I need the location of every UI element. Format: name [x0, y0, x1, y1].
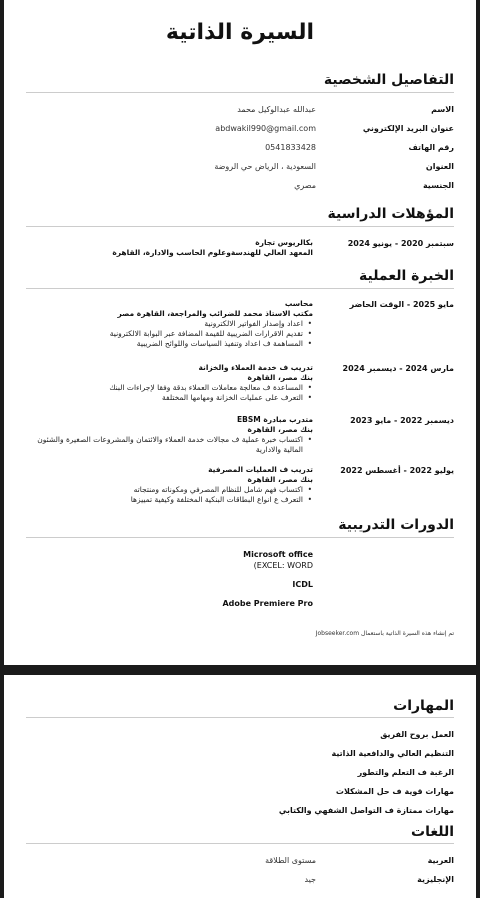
course-item: Microsoft office — [243, 550, 313, 559]
list-item: • اعداد وإصدار الفواتير الالكترونية — [110, 319, 303, 329]
footer-note: تم إنشاء هذه السيرة الذاتية باستعمال Jobseeker.com — [315, 630, 454, 637]
language-level: مستوى الطلاقة — [265, 856, 316, 865]
job-bullets — [109, 383, 313, 403]
divider — [26, 537, 454, 538]
section-heading-experience: الخبرة العملية — [359, 268, 454, 284]
value-name: عبدالله عبدالوكيل محمد — [237, 105, 316, 114]
list-item: • المساعدة ف معالجة معاملات العملاء بدقة وفقا لإجراءات البنك — [109, 383, 303, 393]
resume-page-2 — [4, 675, 476, 898]
experience-entry — [34, 415, 313, 455]
job-organization: بنك مصر، القاهرة — [247, 475, 313, 484]
education-date: سبتمبر 2020 - يونيو 2024 — [347, 239, 454, 248]
skill-item: العمل بروح الفريق — [380, 730, 454, 739]
value-nationality: مصري — [294, 181, 316, 190]
experience-date: يوليو 2022 - أغسطس 2022 — [340, 466, 454, 475]
language-level: جيد — [304, 875, 316, 884]
section-heading-languages: اللغات — [411, 824, 454, 840]
job-title: محاسب — [284, 299, 313, 308]
label-email: عنوان البريد الإلكتروني — [362, 124, 454, 133]
education-degree: بكالريوس تجارة — [255, 238, 313, 247]
divider — [26, 226, 454, 227]
section-heading-personal: التفاصيل الشخصية — [323, 72, 454, 88]
value-email[interactable]: abdwakil990@gmail.com — [215, 124, 316, 133]
label-phone: رقم الهاتف — [408, 143, 454, 152]
section-heading-courses: الدورات التدريبية — [338, 517, 454, 533]
job-bullets — [110, 319, 313, 349]
label-name: الاسم — [431, 105, 454, 114]
job-bullets — [131, 485, 313, 505]
job-title: تدريب ف العمليات المصرفية — [208, 465, 313, 474]
education-entry — [112, 238, 313, 258]
job-organization: مكتب الاستاذ محمد للضرائب والمراجعة، القاهرة مصر — [117, 309, 313, 318]
skill-item: التنظيم العالي والدافعية الذاتية — [331, 749, 454, 758]
resume-page-1 — [4, 0, 476, 665]
course-item: Adobe Premiere Pro — [222, 599, 313, 608]
value-phone: 0541833428 — [265, 143, 316, 152]
course-item: (EXCEL: WORD — [253, 561, 313, 570]
label-nationality: الجنسية — [422, 181, 454, 190]
job-organization: بنك مصر، القاهرة — [247, 373, 313, 382]
job-title: متدرب مبادرة EBSM — [237, 415, 313, 424]
divider — [26, 288, 454, 289]
language-name: العربية — [427, 856, 454, 865]
education-institute: المعهد العالي للهندسةوعلوم الحاسب والادارة، القاهرة — [112, 248, 313, 257]
skill-item: مهارات قوية ف حل المشكلات — [335, 787, 454, 796]
experience-entry — [109, 363, 313, 403]
label-address: العنوان — [425, 162, 454, 171]
list-item: • اكتساب خبرة عملية ف مجالات خدمة العملاء والائتمان والمشروعات الصغيرة والشئون المالية والادارية — [34, 435, 303, 455]
experience-date: مايو 2025 - الوقت الحاضر — [349, 300, 454, 309]
language-name: الإنجليزية — [417, 875, 454, 884]
course-item: ICDL — [292, 580, 313, 589]
list-item: • التعرف ع انواع البطاقات البنكية المختلفة وكيفية تمييزها — [131, 495, 303, 505]
divider — [26, 717, 454, 718]
job-bullets — [34, 435, 313, 455]
list-item: • التعرف على عمليات الخزانة ومهامها المختلفة — [109, 393, 303, 403]
value-address: السعودية ، الرياض حي الروضة — [214, 162, 316, 171]
list-item: • المساهمة ف اعداد وتنفيذ السياسات واللوائح الضريبية — [110, 339, 303, 349]
divider — [26, 92, 454, 93]
section-heading-skills: المهارات — [393, 698, 454, 714]
job-title: تدريب ف خدمة العملاء والخزانة — [198, 363, 313, 372]
document-title: السيرة الذاتية — [165, 20, 315, 45]
skill-item: مهارات ممتازة ف التواصل الشفهي والكتابي — [278, 806, 454, 815]
experience-date: مارس 2024 - ديسمبر 2024 — [342, 364, 454, 373]
divider — [26, 843, 454, 844]
experience-date: ديسمبر 2022 - مايو 2023 — [350, 416, 454, 425]
skill-item: الرغبة ف التعلم والتطور — [357, 768, 454, 777]
experience-entry — [110, 299, 313, 349]
list-item: • اكتساب فهم شامل للنظام المصرفي ومكوناته ومنتجاته — [131, 485, 303, 495]
experience-entry — [131, 465, 313, 505]
job-organization: بنك مصر، القاهرة — [247, 425, 313, 434]
list-item: • تقديم الاقرارات الضريبية للقيمة المضافة عبر البوابة الالكترونية — [110, 329, 303, 339]
section-heading-education: المؤهلات الدراسية — [327, 206, 454, 222]
